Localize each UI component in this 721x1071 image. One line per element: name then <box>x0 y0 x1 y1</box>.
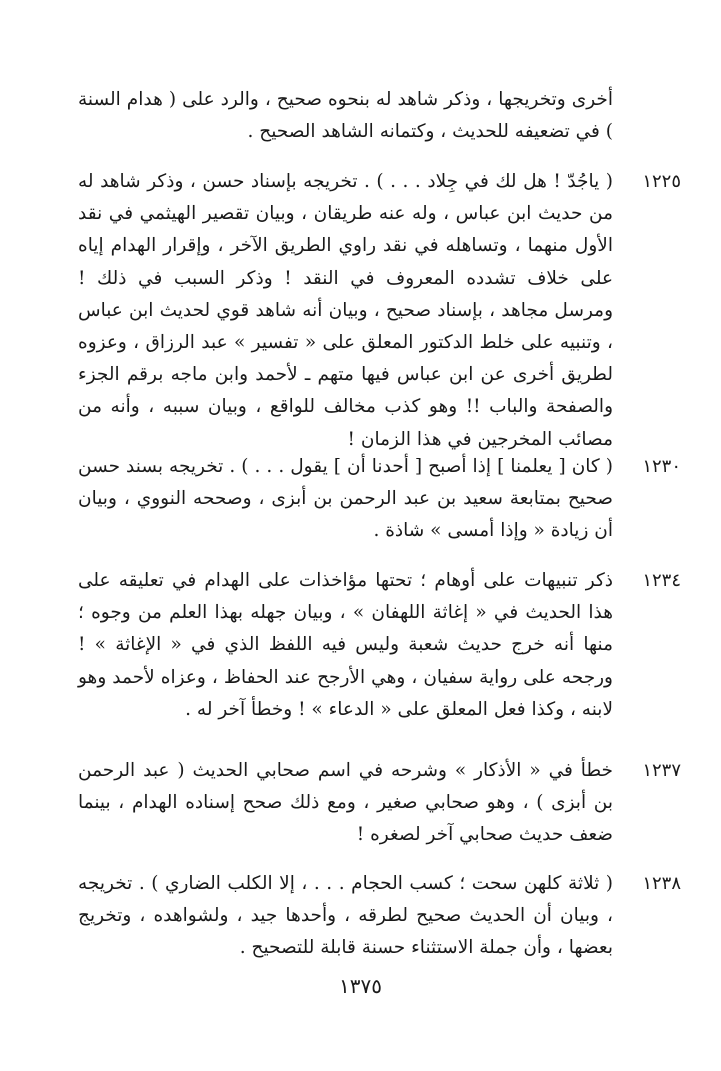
entry-text: ( ثلاثة كلهن سحت ؛ كسب الحجام . . . ، إلا الكلب الضاري ) . تخريجه ، وبيان أن الحديث صحيح لطرقه ، وأحدها جيد ، ولشواهده ، وتخريج بعضها ، وأن جملة الاستثناء حسنة قابلة للتصحيح . <box>78 873 613 959</box>
entry-text: ذكر تنبيهات على أوهام ؛ تحتها مؤاخذات على الهدام في تعليقه على هذا الحديث في « إغاثة اللهفان » ، وبيان جهله بهذا العلم من وجوه ؛ منها أنه خرج حديث شعبة وليس فيه اللفظ الذي في « الإغاثة » ! ورجحه على رواية سفيان ، وهي الأرجح عند الحفاظ ، وعزاه لأحمد وهو لابنه ، وكذا فعل المعلق على « الدعاء » ! وخطأ آخر له . <box>78 570 613 720</box>
index-entry-1238 <box>78 868 681 965</box>
entry-text: خطأ في « الأذكار » وشرحه في اسم صحابي الحديث ( عبد الرحمن بن أبزى ) ، وهو صحابي صغير ، ومع ذلك صحح إسناده الهدام ، بينما ضعف حديث صحابي آخر لصغره ! <box>78 760 613 846</box>
continuation-paragraph <box>78 84 681 148</box>
index-entry-1230 <box>78 451 681 548</box>
index-entry-1234 <box>78 565 681 726</box>
index-entry-1225 <box>78 166 681 456</box>
entry-number: ١٢٢٥ <box>642 171 681 192</box>
entry-text: ( ياجُدّ ! هل لك في جِلاد . . . ) . تخريجه بإسناد حسن ، وذكر شاهد له من حديث ابن عباس ، وله عنه طريقان ، وبيان تقصير الهيثمي في نقد الأول منهما ، وتساهله في نقد راوي الطريق الآخر ، وإقرار الهدام إياه على خلاف تشدده المعروف في النقد ! وذكر السبب في ذلك ! ومرسل مجاهد ، بإسناد صحيح ، وبيان أنه شاهد قوي لحديث ابن عباس ، وتنبيه على خلط الدكتور المعلق على « تفسير » عبد الرزاق ، وعزوه لطريق أخرى عن ابن عباس فيها متهم ـ لأحمد وابن ماجه برقم الجزء والصفحة والباب !! وهو كذب مخالف للواقع ، وبيان سببه ، وأنه من مصائب المخرجين في هذا الزمان ! <box>78 171 613 450</box>
entry-text: ( كان [ يعلمنا ] إذا أصبح [ أحدنا أن ] يقول . . . ) . تخريجه بسند حسن صحيح بمتابعة سعيد بن عبد الرحمن بن أبزى ، وصححه النووي ، وبيان أن زيادة « وإذا أمسى » شاذة . <box>78 456 613 542</box>
entry-number: ١٢٣٠ <box>642 456 681 477</box>
continuation-text: أخرى وتخريجها ، وذكر شاهد له بنحوه صحيح ، والرد على ( هدام السنة ) في تضعيفه للحديث ، وكتمانه الشاهد الصحيح . <box>78 89 613 143</box>
entry-number: ١٢٣٨ <box>642 873 681 894</box>
entry-number: ١٢٣٤ <box>642 570 681 591</box>
index-entry-1237 <box>78 755 681 852</box>
page-number: ١٣٧٥ <box>339 974 382 998</box>
entry-number: ١٢٣٧ <box>642 760 681 781</box>
